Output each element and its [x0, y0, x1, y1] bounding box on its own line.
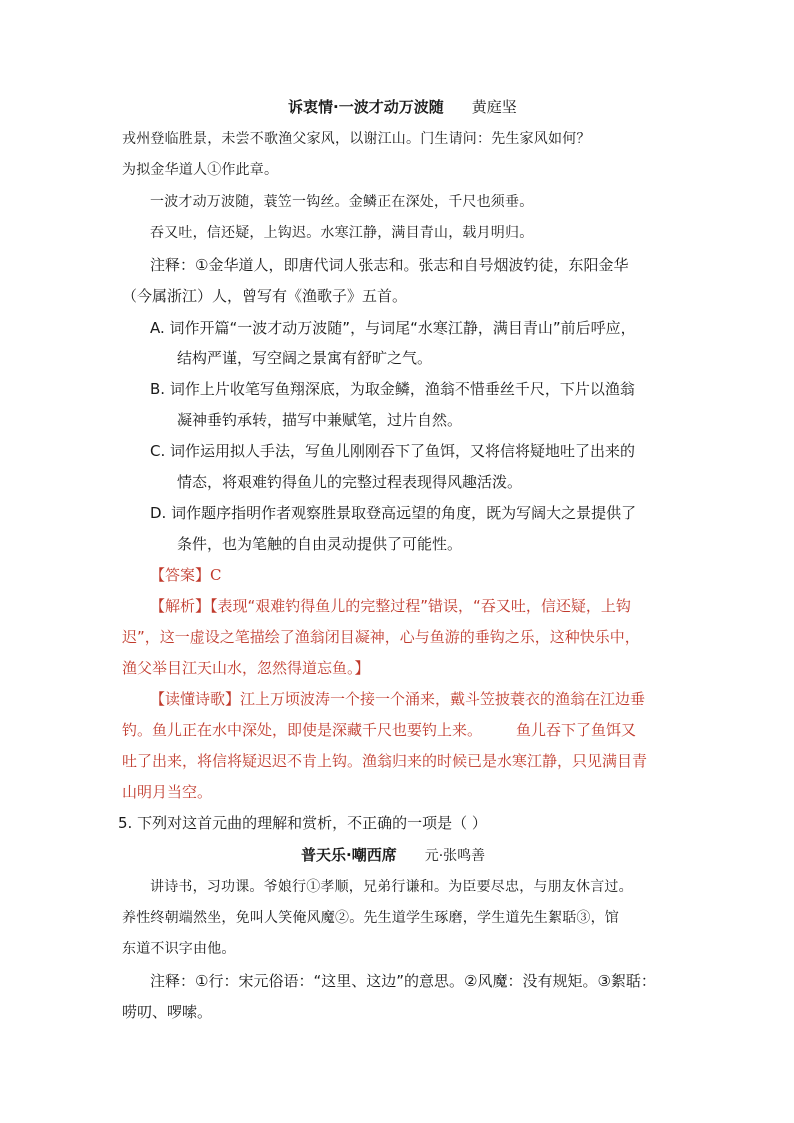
preface-line: 为拟金华道人①作此章。 [122, 162, 279, 178]
answer-line [150, 564, 222, 586]
reading-line: 钓。鱼儿正在水中深处，即使是深藏千尺也要钓上来。 鱼儿吞下了鱼饵又 [122, 721, 637, 739]
note2-line: 注释：①行：宋元俗语：“这里、这边”的意思。②风魔：没有规矩。③絮聒： [150, 972, 656, 990]
preface-line: 戎州登临胜景，未尝不歌渔父家风，以谢江山。门生请问：先生家风如何？ [122, 131, 591, 147]
option-c-cont: 情态，将艰难钓得鱼儿的完整过程表现得风趣活泼。 [177, 473, 523, 491]
option-a-cont: 结构严谨，写空阔之景寓有舒旷之气。 [177, 349, 433, 367]
verse-line: 一波才动万波随，蓑笠一钩丝。金鳞正在深处，千尺也须垂。 [150, 194, 534, 210]
reading-line: 山明月当空。 [122, 783, 213, 801]
qu-line: 养性终朝端然坐，免叫人笑俺风魔②。先生道学生琢磨，学生道先生絮聒③，馆 [122, 910, 619, 926]
note-line: 注释：①金华道人，即唐代词人张志和。张志和自号烟波钓徒，东阳金华 [150, 256, 629, 274]
note2-line: 唠叨、啰嗦。 [122, 1003, 213, 1021]
question-5: 5. 下列对这首元曲的理解和赏析，不正确的一项是（ ） [118, 814, 487, 832]
reading-line: 【读懂诗歌】江上万顷波涛一个接一个涌来，戴斗笠披蓑衣的渔翁在江边垂 [150, 690, 646, 708]
reading-tag: 【读懂诗歌】 [150, 690, 241, 708]
option-b: B. 词作上片收笔写鱼翔深底，为取金鳞，渔翁不惜垂丝千尺，下片以渔翁 [150, 380, 635, 398]
poem2-author: 元·张鸣善 [424, 848, 486, 864]
poem-title: 诉衷情·一波才动万波随 黄庭坚 [288, 98, 517, 116]
analysis-line: 迟”，这一虚设之笔描绘了渔翁闭目凝神，心与鱼游的垂钩之乐，这种快乐中， [122, 628, 640, 646]
answer-value: C [210, 566, 222, 584]
note-line: （今属浙江）人，曾写有《渔歌子》五首。 [122, 287, 408, 305]
qu-line: 讲诗书，习功课。爷娘行①孝顺，兄弟行谦和。为臣要尽忠，与朋友休言过。 [150, 879, 633, 895]
option-d-cont: 条件，也为笔触的自由灵动提供了可能性。 [177, 535, 463, 553]
option-b-cont: 凝神垂钓承转，描写中兼赋笔，过片自然。 [177, 411, 463, 429]
analysis-tag: 【解析】 [150, 597, 211, 615]
option-a: A. 词作开篇“一波才动万波随”，与词尾“水寒江静，满目青山”前后呼应， [150, 319, 636, 337]
option-d: D. 词作题序指明作者观察胜景取登高远望的角度，既为写阔大之景提供了 [150, 504, 637, 522]
poem2-title: 普天乐·嘲西席 元·张鸣善 [301, 846, 486, 864]
analysis-line: 【解析】【表现“艰难钓得鱼儿的完整过程”错误，“吞又吐，信还疑，上钩 [150, 597, 631, 615]
reading-line: 吐了出来，将信将疑迟迟不肯上钩。渔翁归来的时候已是水寒江静，只见满目青 [122, 752, 648, 770]
answer-tag: 【答案】 [150, 566, 211, 584]
analysis-line: 渔父举目江天山水，忽然得道忘鱼。】 [122, 659, 370, 677]
option-c: C. 词作运用拟人手法，写鱼儿刚刚吞下了鱼饵，又将信将疑地吐了出来的 [150, 442, 636, 460]
verse-line: 吞又吐，信还疑，上钩迟。水寒江静，满目青山，载月明归。 [150, 225, 534, 241]
qu-line: 东道不识字由他。 [122, 941, 236, 957]
poem-author: 黄庭坚 [471, 98, 517, 116]
